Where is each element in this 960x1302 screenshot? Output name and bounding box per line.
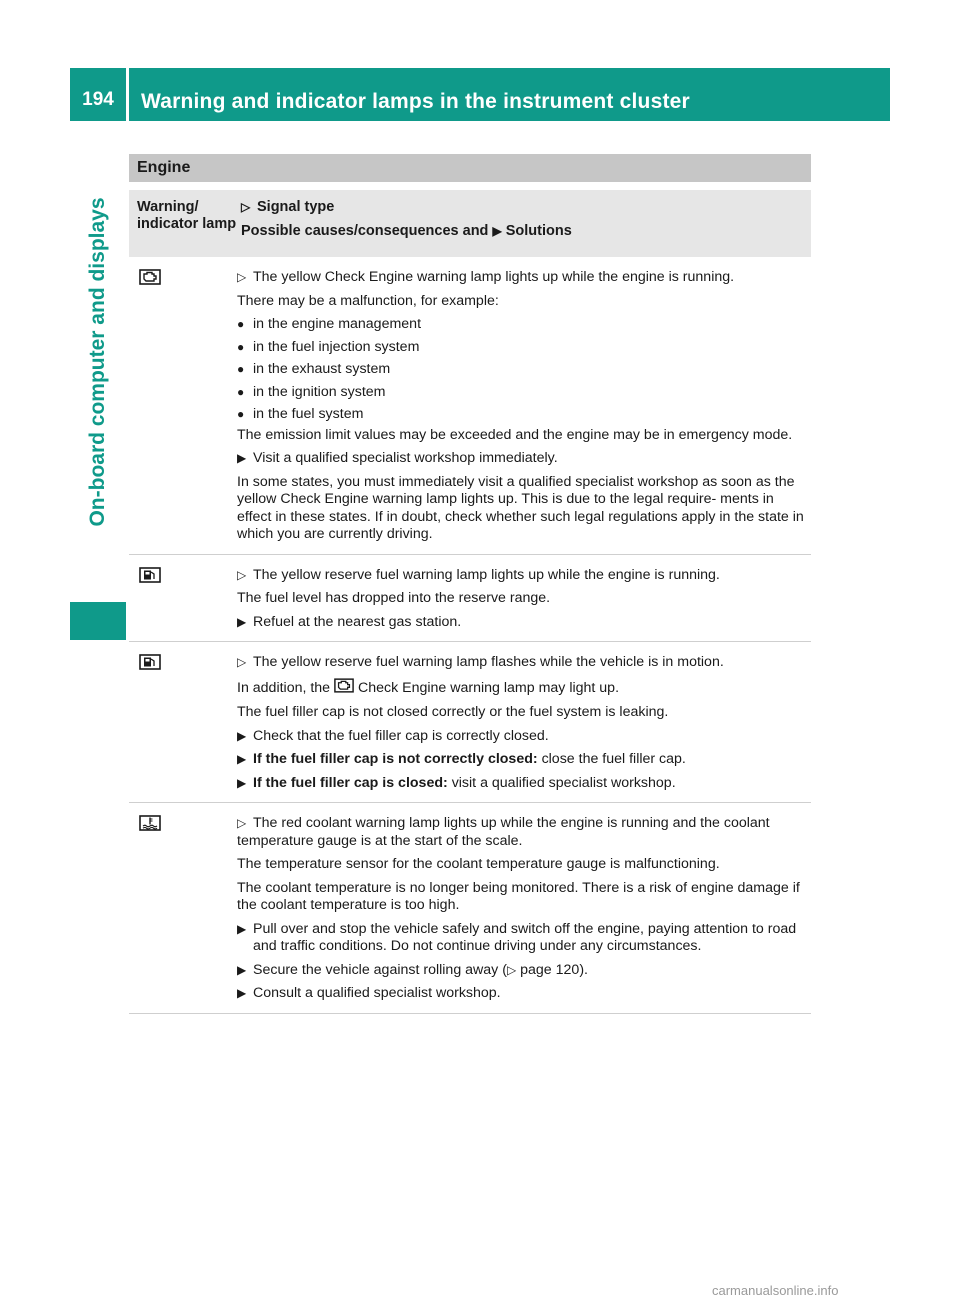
- instruction-step: ▶ Visit a qualified specialist workshop immediately.: [237, 450, 558, 466]
- side-chapter-label: On-board computer and displays: [86, 197, 109, 527]
- page-number: 194: [70, 68, 126, 121]
- instruction-triangle-icon: ▶: [237, 451, 247, 465]
- body-text: In addition, the Check Engine warning lamp may light up.: [237, 678, 805, 699]
- list-item: ● in the exhaust system: [237, 361, 391, 377]
- list-item: ● in the fuel system: [237, 406, 364, 422]
- instruction-triangle-icon: ▶: [237, 614, 247, 629]
- signal-text: The yellow Check Engine warning lamp lights up while the engine is running.: [253, 269, 735, 285]
- instruction-step: ▶ Consult a qualified specialist workshop.: [237, 985, 501, 1001]
- signal-text: The red coolant warning lamp lights up while the engine is running and the coolant temperature gauge is at the start of the scale.: [237, 815, 770, 849]
- signal-type-icon: ▷: [237, 270, 247, 284]
- fuel-pump-icon: [139, 567, 161, 589]
- instruction-step: ▶ Refuel at the nearest gas station.: [237, 613, 462, 630]
- fuel-pump-icon: [139, 654, 161, 676]
- instruction-step: ▶ If the fuel filler cap is closed: visit a qualified specialist workshop.: [237, 774, 676, 791]
- header-solutions: Solutions: [505, 223, 572, 239]
- body-text: The temperature sensor for the coolant temperature gauge is malfunctioning.: [237, 856, 720, 872]
- table-row: [129, 642, 811, 803]
- instruction-triangle-icon: ▶: [237, 986, 247, 1000]
- lamp-table: [129, 190, 811, 1014]
- signal-text: The yellow reserve fuel warning lamp lights up while the engine is running.: [253, 566, 720, 583]
- instruction-triangle-icon: ▶: [237, 775, 247, 790]
- header-possible-causes: Possible causes/consequences and: [241, 223, 489, 239]
- signal-type-icon: ▷: [237, 816, 247, 830]
- list-item: ● in the fuel injection system: [237, 338, 420, 355]
- check-engine-icon: [334, 678, 354, 699]
- signal-type-icon: ▷: [241, 200, 251, 214]
- body-text: The fuel filler cap is not closed correctly or the fuel system is leaking.: [237, 704, 669, 720]
- section-title: Engine: [129, 154, 811, 182]
- body-text: The coolant temperature is no longer being monitored. There is a risk of engine damage if the coolant temperature is too high.: [237, 879, 800, 913]
- instruction-step: ▶ Secure the vehicle against rolling away (▷ page 120).: [237, 961, 588, 978]
- table-row: [129, 803, 811, 1014]
- table-row: [129, 555, 811, 643]
- instruction-triangle-icon: ▶: [237, 962, 247, 977]
- instruction-step: ▶ Check that the fuel filler cap is correctly closed.: [237, 727, 549, 744]
- instruction-triangle-icon: ▶: [237, 752, 247, 766]
- table-header: [129, 190, 811, 257]
- body-text: The fuel level has dropped into the reserve range.: [237, 590, 551, 606]
- signal-type-icon: ▷: [237, 567, 247, 582]
- solutions-triangle-icon: ▶: [492, 224, 502, 238]
- header-description-column: [237, 190, 811, 257]
- side-chapter-marker: [70, 602, 126, 640]
- coolant-temperature-icon: [139, 815, 161, 837]
- page-reference-icon: ▷: [506, 962, 517, 977]
- body-text: The emission limit values may be exceeded and the engine may be in emergency mode.: [237, 426, 793, 443]
- watermark: carmanualsonline.info: [712, 1283, 839, 1298]
- header-signal-type: Signal type: [257, 199, 335, 215]
- header-lamp-column: Warning/ indicator lamp: [137, 199, 237, 232]
- instruction-triangle-icon: ▶: [237, 728, 247, 743]
- table-row: [129, 257, 811, 555]
- body-text: In some states, you must immediately visit a qualified specialist workshop as soon as the yellow Check Engine warning lamp lights up. This is due to the legal require- ments in effect in these states. If in doubt, check whether such legal regulations apply in the state in which you are currently driving.: [237, 473, 804, 542]
- signal-type-icon: ▷: [237, 655, 247, 669]
- page-title: Warning and indicator lamps in the instrument cluster: [129, 68, 890, 121]
- signal-text: The yellow reserve fuel warning lamp flashes while the vehicle is in motion.: [253, 654, 724, 670]
- instruction-triangle-icon: ▶: [237, 921, 247, 936]
- list-item: ● in the engine management: [237, 316, 422, 332]
- intro-text: There may be a malfunction, for example:: [237, 292, 499, 309]
- list-item: ● in the ignition system: [237, 383, 386, 400]
- instruction-step: ▶ Pull over and stop the vehicle safely and switch off the engine, paying attention to road and traffic conditions. Do not continue driving under any circumstances.: [237, 920, 797, 954]
- check-engine-icon: [139, 269, 161, 291]
- page-reference-link[interactable]: page 120: [520, 961, 580, 978]
- instruction-step: ▶ If the fuel filler cap is not correctly closed: close the fuel filler cap.: [237, 751, 686, 767]
